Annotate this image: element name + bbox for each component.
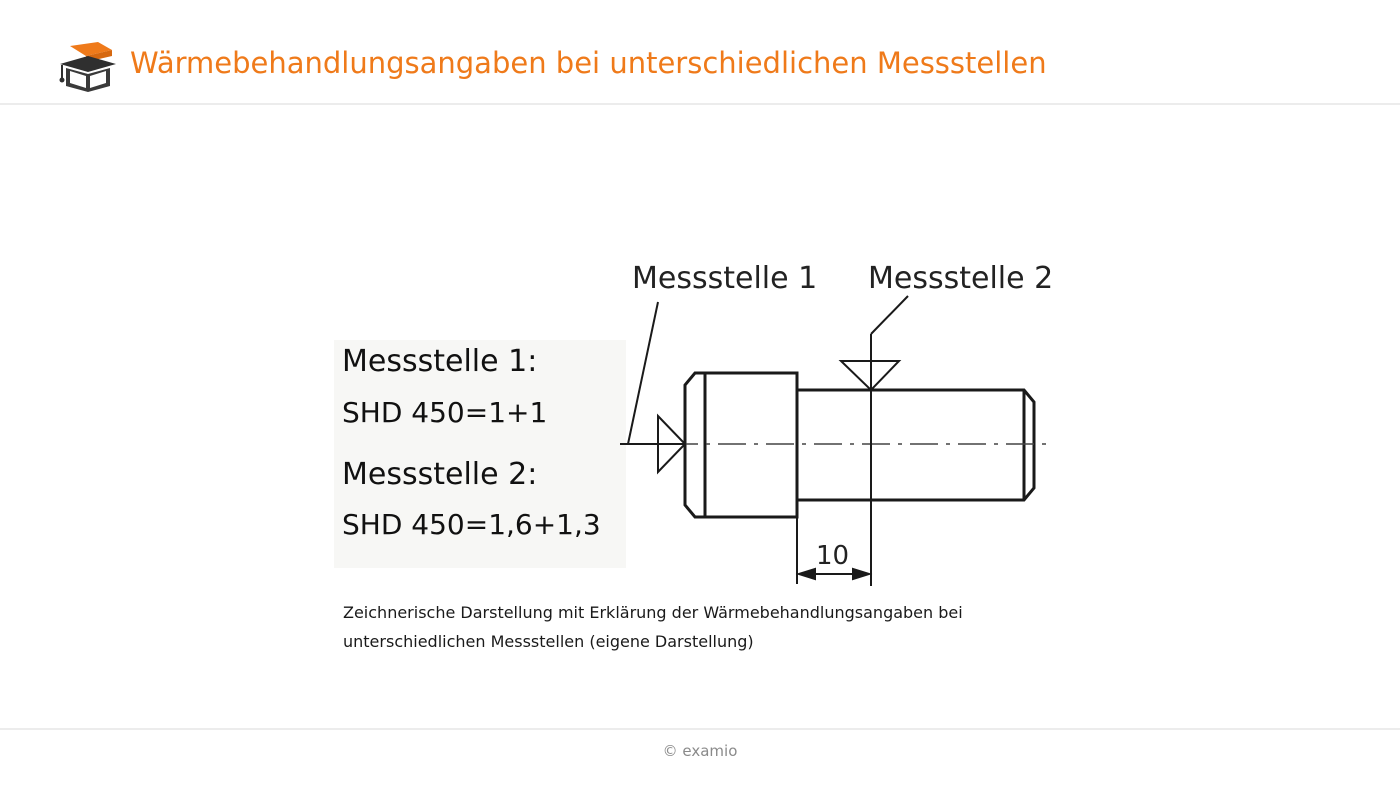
- messstelle-2-value: SHD 450=1,6+1,3: [342, 508, 601, 541]
- drawing-label-messstelle-2: Messstelle 2: [868, 261, 1054, 296]
- page-title: Wärmebehandlungsangaben bei unterschiedlichen Messstellen: [130, 46, 1047, 80]
- footer: [0, 728, 1400, 789]
- marker-messstelle-1: [620, 302, 685, 472]
- technical-drawing: [600, 250, 1080, 590]
- dimension-label: 10: [816, 541, 850, 571]
- drawing-label-messstelle-1: Messstelle 1: [632, 261, 818, 296]
- figure-caption: Zeichnerische Darstellung mit Erklärung der Wärmebehandlungsangaben bei unterschiedlichen Messstellen (eigene Darstellung): [343, 603, 963, 651]
- graduation-cap-book-icon: [58, 40, 120, 96]
- messstelle-2-heading: Messstelle 2:: [342, 457, 538, 492]
- shaft-outline: [685, 373, 1034, 517]
- messstelle-1-value: SHD 450=1+1: [342, 396, 548, 429]
- messstelle-1-heading: Messstelle 1:: [342, 344, 538, 379]
- header: [0, 0, 1400, 105]
- marker-messstelle-2: [841, 296, 908, 586]
- copyright-text: © examio: [662, 742, 738, 760]
